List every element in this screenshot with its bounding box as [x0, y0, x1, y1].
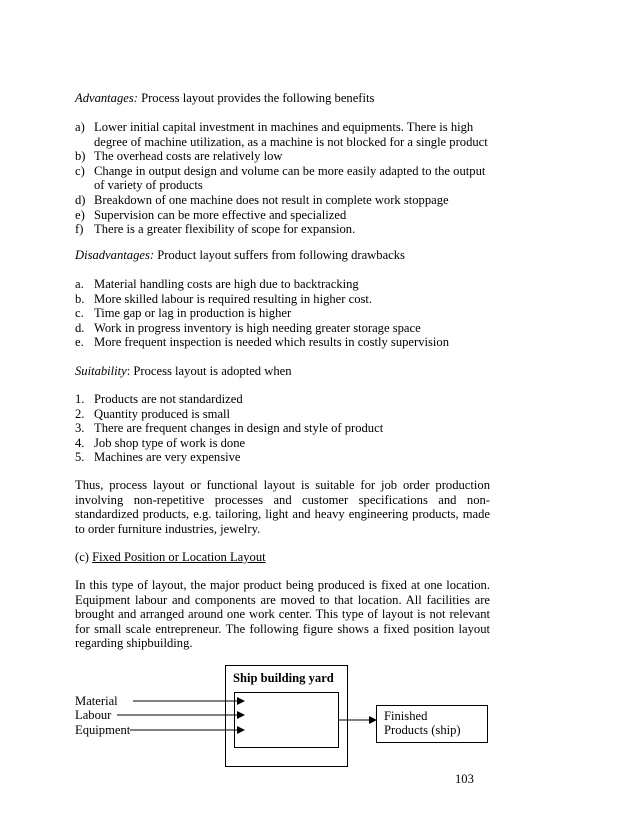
material-label: Material [75, 694, 118, 708]
section-c-title: Fixed Position or Location Layout [92, 550, 266, 564]
list-item: b. More skilled labour is required resulting in higher cost. [75, 291, 373, 306]
labour-label: Labour [75, 708, 112, 722]
list-item: 5. Machines are very expensive [75, 450, 241, 465]
list-item: 1. Products are not standardized [75, 392, 243, 406]
list-item: c. Time gap or lag in production is higher [75, 306, 292, 321]
list-item: d) Breakdown of one machine does not result in complete work stoppage [75, 192, 449, 207]
suitability-heading: Suitability [75, 364, 127, 378]
list-item: d. Work in progress inventory is high needing greater storage space [75, 320, 421, 335]
summary-paragraph: Thus, process layout or functional layout is suitable for job order production involving non-repetitive processes and customer specifications and non-standardized products, e.g. tailoring, light and heavy engineering products, made to order furniture industries, jewelry. [75, 478, 490, 536]
section-c-prefix: (c) [75, 550, 93, 564]
ship-building-yard-label: Ship building yard [233, 671, 334, 685]
list-item: e. More frequent inspection is needed which results in costly supervision [75, 335, 449, 350]
advantages-heading: Advantages: [75, 91, 138, 105]
advantages-intro-text: Process layout provides the following benefits [137, 91, 375, 105]
list-item: 4. Job shop type of work is done [75, 435, 246, 450]
equipment-label: Equipment [75, 723, 131, 737]
list-item: f) There is a greater flexibility of scope for expansion. [75, 222, 356, 237]
fixed-position-paragraph: In this type of layout, the major product being produced is fixed at one location. Equipment labour and components are moved to that location. All facilities are brought and arranged around one work center. This type of layout is not relevant for small scale entrepreneur. The following figure shows a fixed position layout regarding shipbuilding. [75, 578, 490, 651]
list-item: a) Lower initial capital investment in machines and equipments. There is high degree of machine utilization, as a machine is not blocked for a single product [75, 120, 488, 149]
page-number: 103 [455, 772, 474, 786]
list-item: b) The overhead costs are relatively low [75, 149, 283, 164]
products-ship-label: Products (ship) [384, 723, 461, 737]
list-item: 3. There are frequent changes in design and style of product [75, 421, 384, 436]
list-item: 2. Quantity produced is small [75, 406, 231, 421]
disadvantages-intro-text: Product layout suffers from following drawbacks [154, 248, 405, 262]
list-item: c) Change in output design and volume can be more easily adapted to the output of variety of products [75, 163, 486, 193]
suitability-intro-text: : Process layout is adopted when [126, 364, 292, 378]
finished-label: Finished [384, 709, 428, 723]
disadvantages-heading: Disadvantages: [75, 248, 155, 262]
list-item: a. Material handling costs are high due to backtracking [75, 277, 359, 291]
list-item: e) Supervision can be more effective and specialized [75, 207, 347, 222]
yard-inner-box [235, 693, 339, 748]
